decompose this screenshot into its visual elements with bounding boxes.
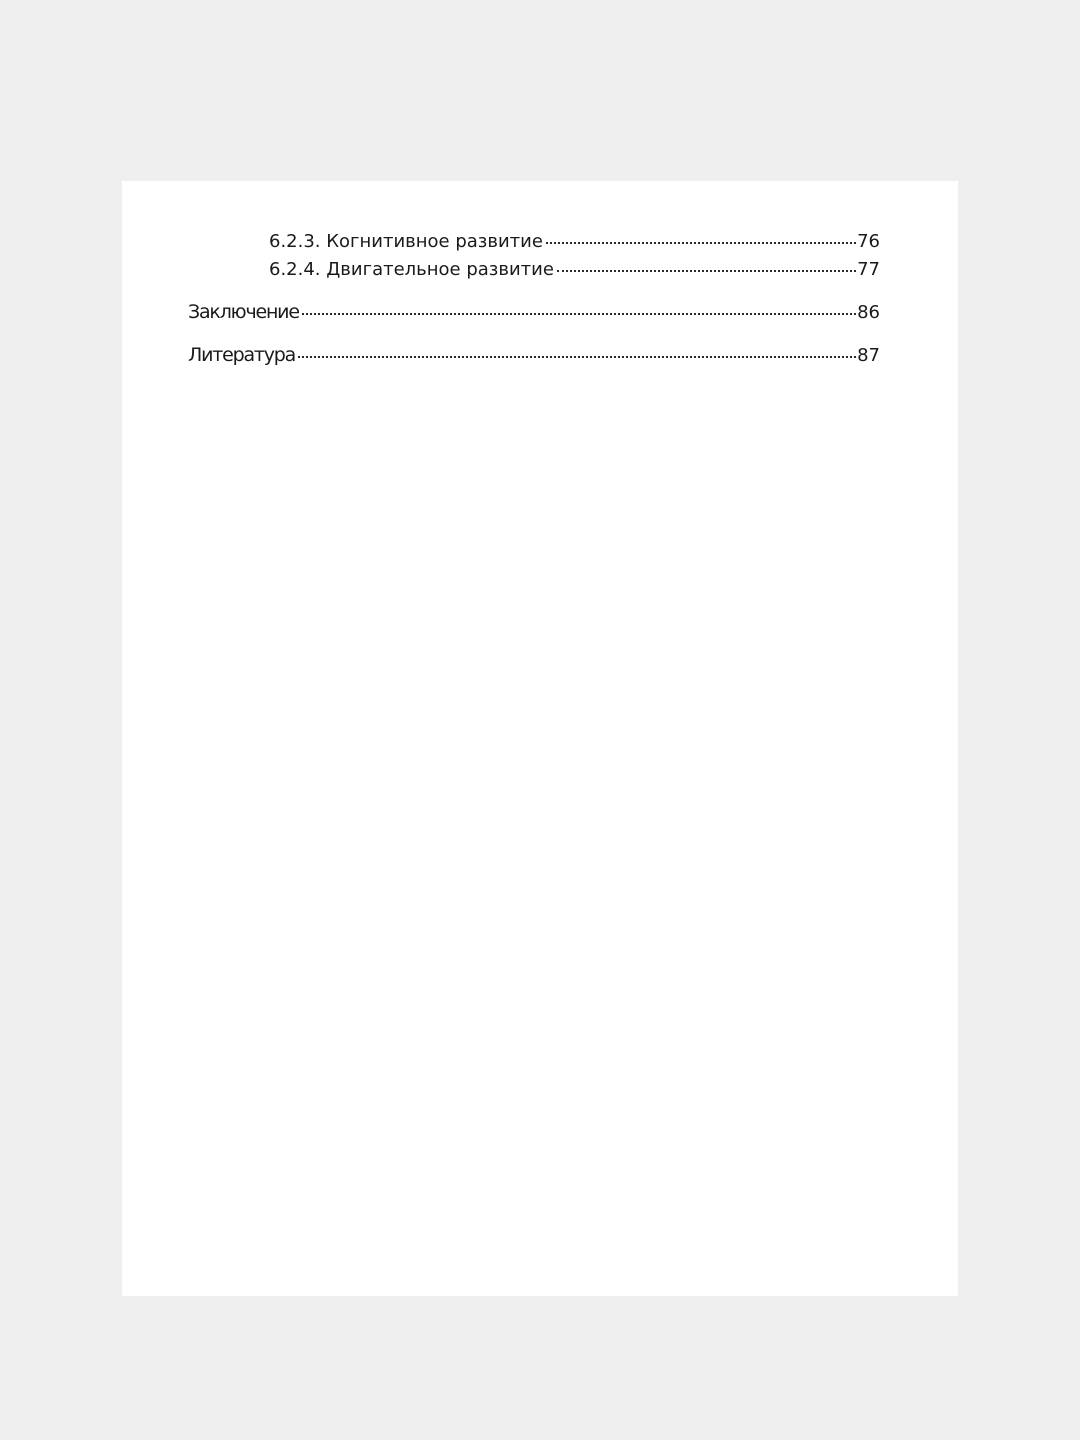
toc-entry-6-2-4[interactable] — [269, 259, 880, 280]
toc-dot-leader — [298, 356, 856, 358]
toc-entry-title: 6.2.3. Когнитивное развитие — [269, 231, 543, 252]
table-of-contents — [122, 181, 958, 1296]
toc-entry-title: 6.2.4. Двигательное развитие — [269, 259, 554, 280]
toc-entry-6-2-3[interactable] — [269, 231, 880, 252]
toc-entry-title: Заключение — [188, 301, 299, 323]
toc-dot-leader — [557, 270, 856, 272]
toc-dot-leader — [302, 313, 856, 315]
toc-entry-literature[interactable] — [188, 344, 880, 366]
toc-entry-page: 76 — [857, 231, 880, 252]
toc-entry-page: 86 — [857, 302, 880, 323]
toc-entry-page: 77 — [857, 259, 880, 280]
toc-entry-conclusion[interactable] — [188, 301, 880, 323]
toc-dot-leader — [546, 242, 856, 244]
toc-entry-title: Литература — [188, 344, 296, 366]
document-page — [122, 181, 958, 1296]
toc-entry-page: 87 — [857, 345, 880, 366]
